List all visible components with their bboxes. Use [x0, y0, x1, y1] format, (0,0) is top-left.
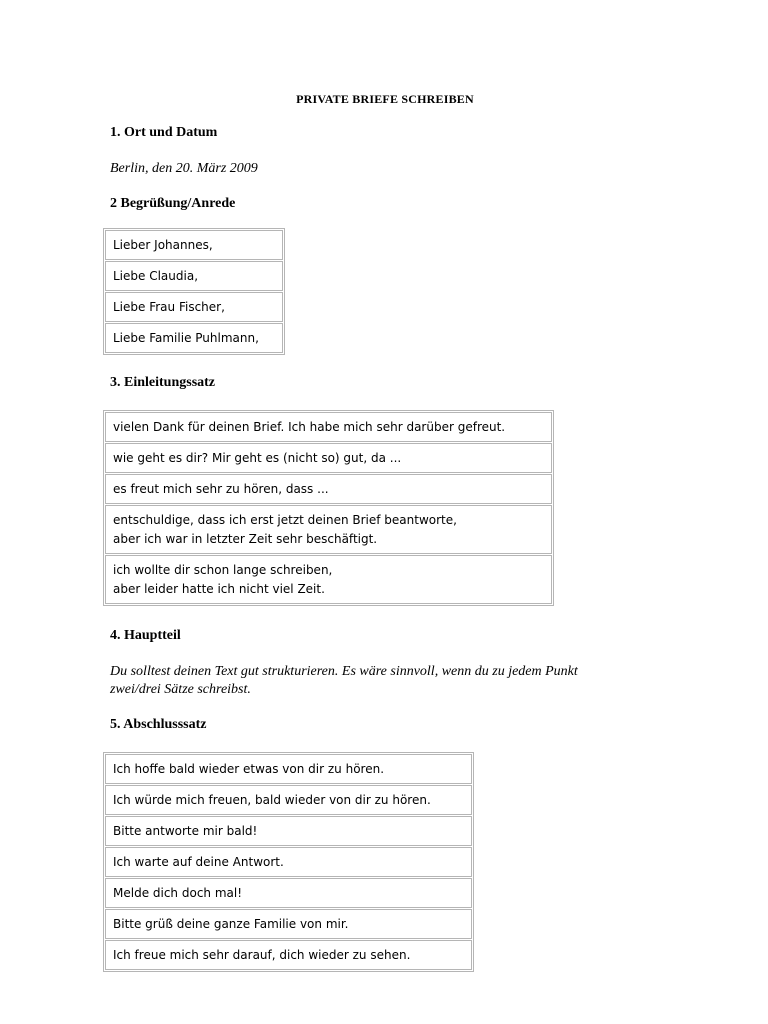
closing-item-text: Ich hoffe bald wieder etwas von dir zu hören. [113, 761, 385, 776]
closing-item-text: Ich freue mich sehr darauf, dich wieder zu sehen. [113, 947, 411, 962]
greeting-item-text: Liebe Claudia, [113, 268, 199, 283]
closing-item [105, 909, 472, 939]
closing-item-text: Ich würde mich freuen, bald wieder von dir zu hören. [113, 792, 431, 807]
closing-item [105, 847, 472, 877]
place-date-text: Berlin, den 20. März 2009 [110, 161, 258, 176]
intro-item [105, 412, 552, 442]
main-part-text-line1: Du solltest deinen Text gut strukturieren. Es wäre sinnvoll, wenn du zu jedem Punkt [110, 664, 578, 679]
closing-item [105, 816, 472, 846]
section-heading-hauptteil: 4. Hauptteil [110, 628, 181, 643]
closing-item [105, 878, 472, 908]
closing-item [105, 785, 472, 815]
section-heading-begruessung: 2 Begrüßung/Anrede [110, 196, 236, 211]
intro-item [105, 505, 552, 554]
document-title: PRIVATE BRIEFE SCHREIBEN [296, 92, 474, 106]
intro-item [105, 474, 552, 504]
greeting-item [105, 292, 283, 322]
intro-item [105, 555, 552, 604]
intro-item [105, 443, 552, 473]
greeting-item [105, 261, 283, 291]
section-heading-ort-datum: 1. Ort und Datum [110, 125, 218, 140]
closing-item-text: Melde dich doch mal! [113, 885, 243, 900]
closing-item [105, 754, 472, 784]
closing-item-text: Ich warte auf deine Antwort. [113, 854, 284, 869]
greeting-item-text: Lieber Johannes, [113, 237, 213, 252]
intro-item-text: es freut mich sehr zu hören, dass ... [113, 481, 329, 496]
intro-table [103, 410, 554, 606]
section-heading-abschluss: 5. Abschlusssatz [110, 717, 207, 732]
greeting-item [105, 230, 283, 260]
closing-item-text: Bitte antworte mir bald! [113, 823, 258, 838]
closing-item [105, 940, 472, 970]
main-part-text-line2: zwei/drei Sätze schreibst. [110, 682, 251, 697]
greeting-table [103, 228, 285, 355]
intro-item-text-line1: entschuldige, dass ich erst jetzt deinen Brief beantworte, [113, 512, 457, 527]
closing-item-text: Bitte grüß deine ganze Familie von mir. [113, 916, 349, 931]
intro-item-text: vielen Dank für deinen Brief. Ich habe mich sehr darüber gefreut. [113, 419, 506, 434]
closing-table [103, 752, 474, 972]
intro-item-text-line2: aber leider hatte ich nicht viel Zeit. [113, 581, 325, 596]
greeting-item [105, 323, 283, 353]
section-heading-einleitung: 3. Einleitungssatz [110, 375, 216, 390]
greeting-item-text: Liebe Familie Puhlmann, [113, 330, 259, 345]
intro-item-text-line2: aber ich war in letzter Zeit sehr beschäftigt. [113, 531, 378, 546]
greeting-item-text: Liebe Frau Fischer, [113, 299, 225, 314]
intro-item-text-line1: ich wollte dir schon lange schreiben, [113, 562, 333, 577]
intro-item-text: wie geht es dir? Mir geht es (nicht so) gut, da ... [113, 450, 402, 465]
